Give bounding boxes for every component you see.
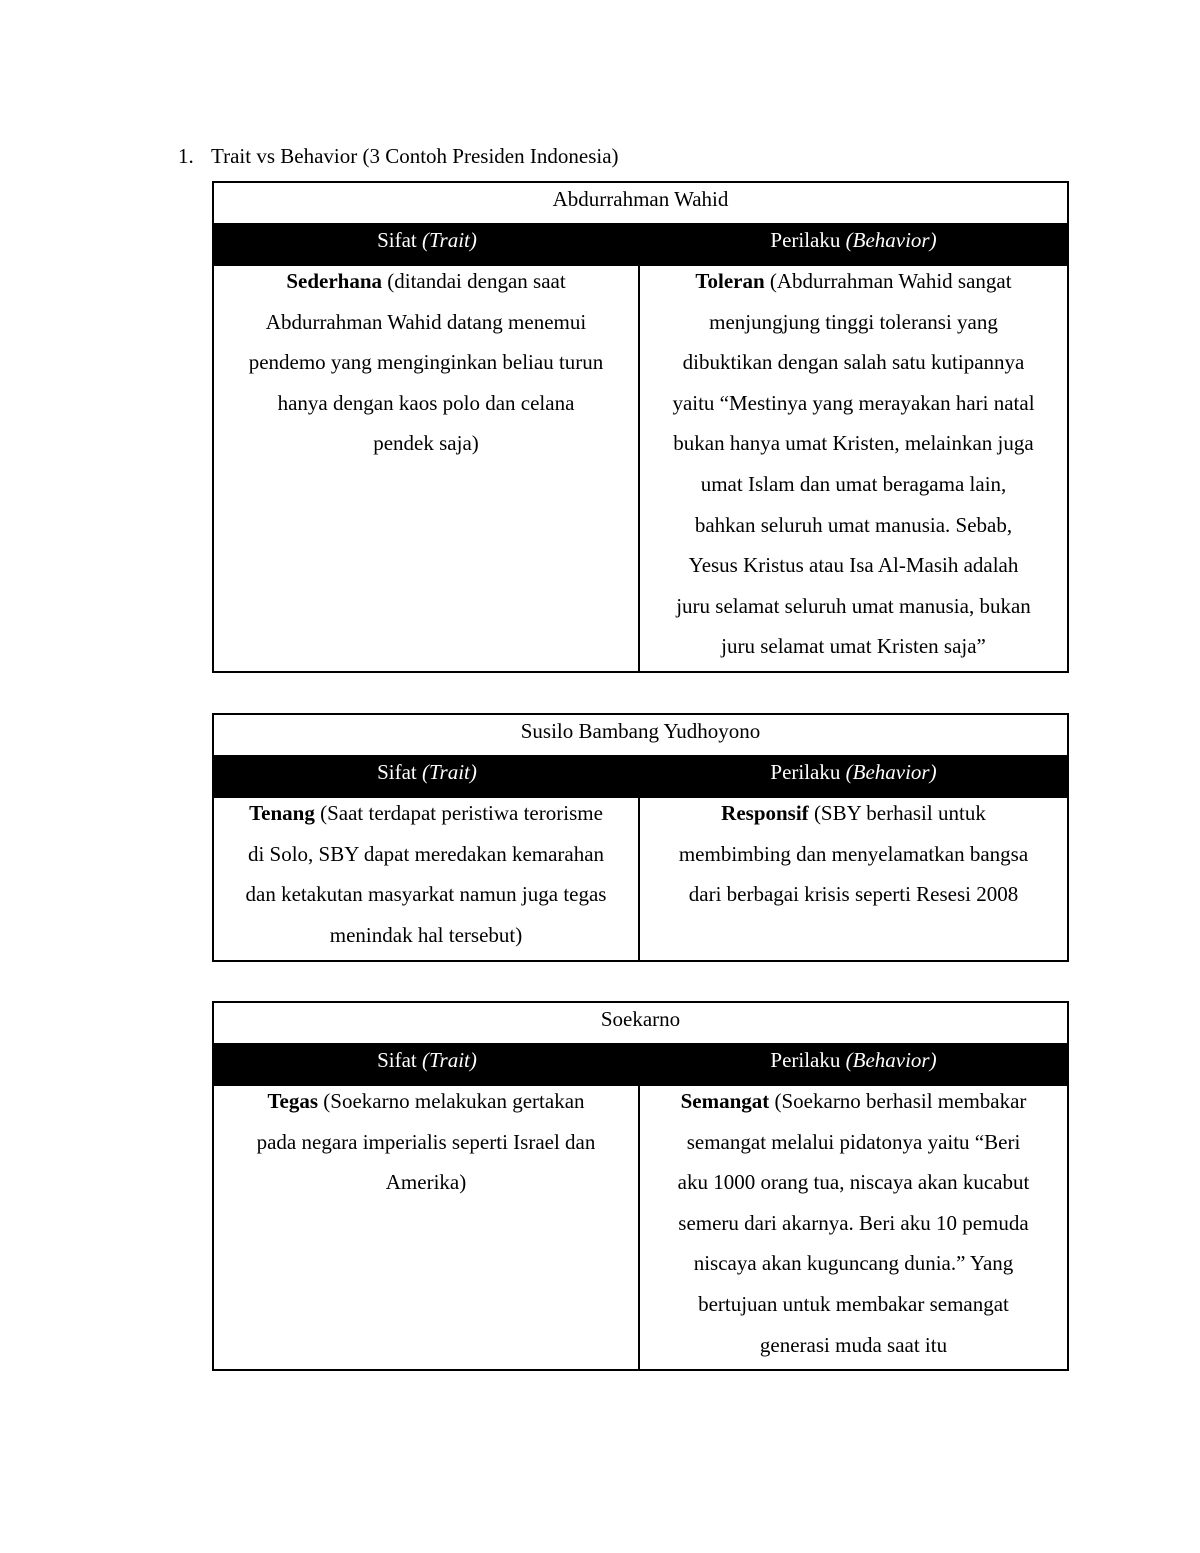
trait-cell [214, 266, 640, 671]
trait-header-italic: (Trait) [422, 228, 477, 252]
heading-text: Trait vs Behavior (3 Contoh Presiden Indonesia) [211, 144, 619, 168]
trait-line: di Solo, SBY dapat meredakan kemarahan [247, 841, 605, 866]
trait-header [214, 224, 640, 266]
behavior-line: umat Islam dan umat beragama lain, [700, 471, 1007, 496]
trait-header [214, 1044, 640, 1086]
table-header-row [214, 1044, 1067, 1086]
behavior-header-italic: (Behavior) [845, 228, 937, 252]
behavior-text: (SBY berhasil untuk [808, 801, 986, 825]
behavior-line: bukan hanya umat Kristen, melainkan juga [673, 431, 1034, 456]
behavior-cell [640, 266, 1067, 671]
trait-text: (Soekarno melakukan gertakan [318, 1089, 585, 1113]
behavior-line: dari berbagai krisis seperti Resesi 2008 [688, 882, 1019, 907]
behavior-line: juru selamat umat Kristen saja” [721, 634, 986, 659]
behavior-text: (Soekarno berhasil membakar [769, 1089, 1027, 1113]
behavior-line: aku 1000 orang tua, niscaya akan kucabut [677, 1170, 1030, 1195]
trait-header [214, 756, 640, 798]
trait-keyword: Tenang [249, 801, 315, 825]
behavior-line: Yesus Kristus atau Isa Al-Masih adalah [688, 553, 1019, 578]
behavior-cell [640, 798, 1067, 960]
trait-keyword: Tegas [267, 1089, 319, 1113]
trait-line: hanya dengan kaos polo dan celana [277, 390, 575, 415]
behavior-line: bertujuan untuk membakar semangat [698, 1291, 1009, 1316]
trait-line [222, 793, 630, 834]
trait-text: (Saat terdapat peristiwa terorisme [314, 801, 603, 825]
behavior-line: menjungjung tinggi toleransi yang [709, 309, 998, 334]
trait-line: Abdurrahman Wahid datang menemui [265, 309, 587, 334]
table-body-row [214, 798, 1067, 960]
trait-line: dan ketakutan masyarkat namun juga tegas [245, 882, 607, 907]
trait-line: pendek saja) [373, 431, 479, 456]
president-name: Susilo Bambang Yudhoyono [214, 715, 1067, 756]
trait-line [222, 261, 630, 302]
behavior-line [648, 1081, 1059, 1122]
president-table [212, 181, 1069, 673]
behavior-header-label: Perilaku [770, 1048, 846, 1072]
behavior-keyword: Toleran [695, 269, 765, 293]
behavior-header-label: Perilaku [770, 760, 846, 784]
behavior-line [648, 793, 1059, 834]
behavior-keyword: Responsif [721, 801, 809, 825]
behavior-line: niscaya akan kuguncang dunia.” Yang [693, 1251, 1014, 1276]
trait-header-label: Sifat [377, 1048, 423, 1072]
trait-cell [214, 1086, 640, 1369]
president-name: Abdurrahman Wahid [214, 183, 1067, 224]
trait-line: Amerika) [385, 1170, 467, 1195]
behavior-line: semeru dari akarnya. Beri aku 10 pemuda [678, 1210, 1029, 1235]
heading-number: 1. [178, 144, 194, 168]
trait-header-label: Sifat [377, 760, 423, 784]
behavior-keyword: Semangat [680, 1089, 770, 1113]
behavior-header-italic: (Behavior) [845, 760, 937, 784]
behavior-header [640, 224, 1067, 266]
behavior-line: semangat melalui pidatonya yaitu “Beri [686, 1129, 1021, 1154]
trait-header-italic: (Trait) [422, 760, 477, 784]
trait-header-label: Sifat [377, 228, 423, 252]
trait-line [222, 1081, 630, 1122]
heading [178, 142, 619, 170]
behavior-header-label: Perilaku [770, 228, 846, 252]
behavior-line: bahkan seluruh umat manusia. Sebab, [694, 512, 1013, 537]
table-body-row [214, 1086, 1067, 1369]
behavior-line: dibuktikan dengan salah satu kutipannya [682, 350, 1025, 375]
behavior-cell [640, 1086, 1067, 1369]
trait-line: pendemo yang menginginkan beliau turun [248, 350, 604, 375]
trait-text: (ditandai dengan saat [382, 269, 566, 293]
behavior-text: (Abdurrahman Wahid sangat [764, 269, 1012, 293]
behavior-header [640, 756, 1067, 798]
behavior-line: yaitu “Mestinya yang merayakan hari natal [672, 390, 1035, 415]
behavior-header-italic: (Behavior) [845, 1048, 937, 1072]
president-table [212, 713, 1069, 962]
trait-header-italic: (Trait) [422, 1048, 477, 1072]
trait-line: menindak hal tersebut) [329, 922, 523, 947]
table-header-row [214, 756, 1067, 798]
trait-line: pada negara imperialis seperti Israel dan [256, 1129, 596, 1154]
table-body-row [214, 266, 1067, 671]
behavior-line [648, 261, 1059, 302]
behavior-header [640, 1044, 1067, 1086]
table-header-row [214, 224, 1067, 266]
president-table [212, 1001, 1069, 1371]
president-name: Soekarno [214, 1003, 1067, 1044]
behavior-line: generasi muda saat itu [759, 1332, 948, 1357]
trait-cell [214, 798, 640, 960]
behavior-line: juru selamat seluruh umat manusia, bukan [676, 593, 1031, 618]
trait-keyword: Sederhana [286, 269, 382, 293]
behavior-line: membimbing dan menyelamatkan bangsa [678, 841, 1029, 866]
